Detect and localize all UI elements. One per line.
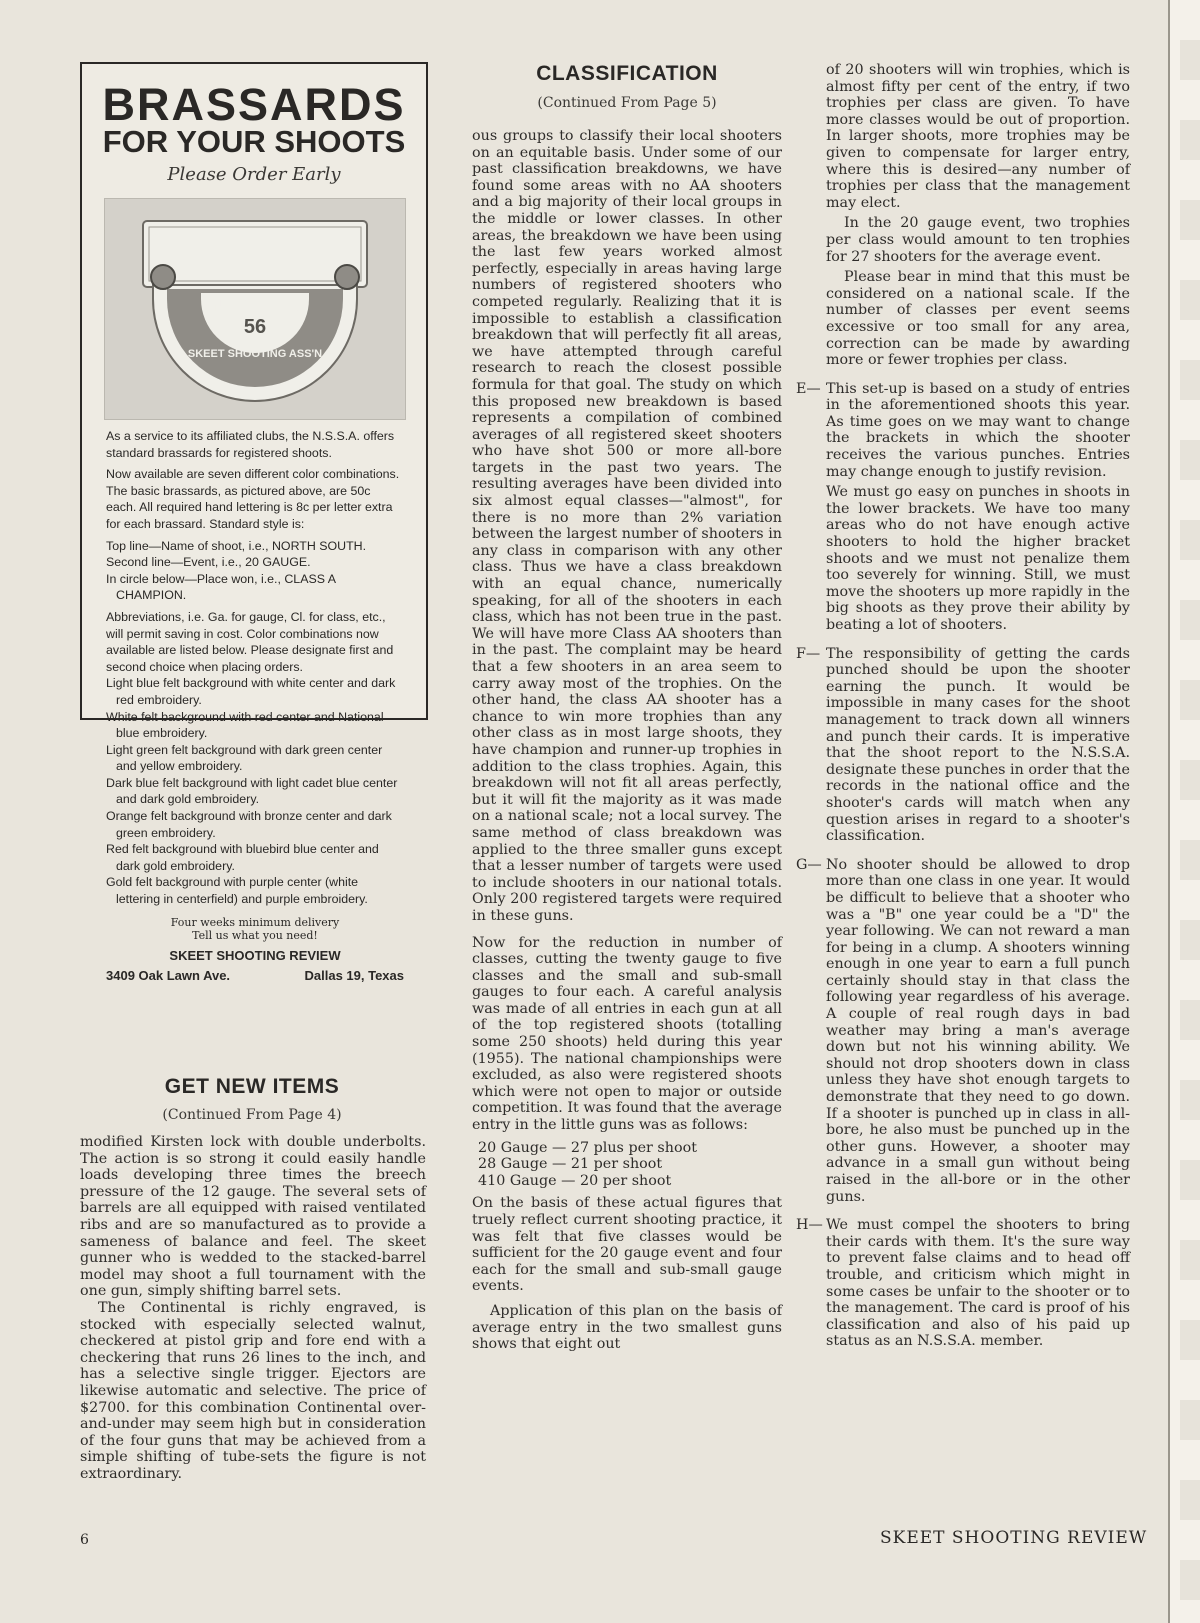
rule-label: E—	[796, 380, 821, 397]
ad-color-option: Gold felt background with purple center (white lettering in centerfield) and purple embroidery.	[106, 875, 368, 907]
ad-city: Dallas 19, Texas	[304, 968, 404, 984]
gauge-entry: 20 Gauge — 27 plus per shoot	[478, 1139, 697, 1156]
rule-item-e	[796, 381, 1130, 634]
rule-label: F—	[796, 645, 821, 662]
article-paragraph: The Continental is richly engraved, is stocked with especially selected walnut, checkered at pistol grip and fore end with a checkering that runs 26 lines to the inch, and has a selective single trigger. Ejectors are likewise automatic and selective. The price of $2700. for this combination Continental over-and-under may seem high but in consideration of the four guns that may be achieved from a simple shifting of tube-sets the figure is not extraordinary.	[80, 1299, 426, 1482]
brassards-ad	[80, 62, 428, 984]
brassard-illustration	[105, 199, 405, 419]
new-items-continued: (Continued From Page 4)	[162, 1107, 342, 1123]
gauge-entry: 28 Gauge — 21 per shoot	[478, 1156, 663, 1173]
article-paragraph: ous groups to classify their local shooters on an equitable basis. Under some of our past classification breakdowns, we have found some areas with no AA shooters and a big majority of their local groups in the middle or lower classes. In other areas, the breakdown we have been using the last few years worked almost perfectly, especially in areas having large numbers of registered shooters who competed regularly. Realizing that it is impossible to establish a classification breakdown that will perfectly fit all areas, we have attempted through careful research to reach the closest possible formula for that goal. The study on which this proposed new breakdown is based represents a compilation of combined averages of all registered skeet shooters who have shot 500 or more all-bore targets in the past two years. The resulting averages have been divided into six almost equal classes—"almost", for there is no more than 2% variation between the largest number of shooters in any class in comparison with any other class. Thus we have a class breakdown with an equal chance, numerically speaking, for all of the shooters in each class, which has not been true in the past. We will have more Class AA shooters than in the past. The complaint may be heard that a few shooters in an area seem to carry away most of the trophies. On the other hand, the class AA shooter has a chance to win more trophies than any other class as in most large shoots, they have champion and runner-up trophies in addition to the class trophies. Again, this breakdown will not fit all areas perfectly, but it will fit the majority as it was made on a national scale; not a local survey. The same method of class breakdown was applied to the three smaller guns except that a lesser number of targets were used to include shooters in our national totals. Only 200 registered targets were required in these guns.	[472, 128, 782, 924]
article-paragraph: of 20 shooters will win trophies, which is almost fifty per cent of the entry, if two trophies per class are given. To have more classes would be out of proportion. In larger shoots, more trophies may be given to compensate for larger entry, where this is desired—any number of trophies per class that the management may elect.	[826, 62, 1130, 211]
ad-color-option: Orange felt background with bronze center and dark green embroidery.	[106, 809, 392, 840]
ad-color-option: Dark blue felt background with light cadet blue center and dark gold embroidery.	[106, 775, 398, 807]
ad-color-option: White felt background with red center and National blue embroidery.	[106, 709, 384, 741]
rule-paragraph: The responsibility of getting the cards punched should be upon the shooter earning the punch. It would be impossible in many cases for the shoot management to track down all winners and punch their cards. It is imperative that the shoot report to the N.S.S.A. designate these punches in order that the records in the national office and the shooter's cards will match when any question arises in regard to a shooter's classification.	[826, 645, 1130, 845]
ad-street: 3409 Oak Lawn Ave.	[106, 968, 231, 984]
article-paragraph: Application of this plan on the basis of average entry in the two smallest guns shows that eight out	[472, 1302, 782, 1353]
rule-paragraph: We must compel the shooters to bring their cards with them. It's the sure way to prevent false claims and to head off trouble, and criticism which might in some cases be unfair to the shooter or to the management. The card is proof of his classification and also of his paid up status as an N.S.S.A. member.	[826, 1217, 1130, 1350]
rule-paragraph: No shooter should be allowed to drop more than one class in one year. It would be difficult to believe that a shooter who was a "B" one year could be a "D" the year following. We can not reward a man for being in a clump. A shooters winning enough in one year to earn a full punch certainly should stay in that class the following year regardless of his average. A couple of real rough days in bad weather may bring a man's average down but not his winning ability. We should not drop shooters down in class unless they have shot enough targets to demonstrate that they need to go down. If a shooter is punched up in class in all-bore, he also must be punched up in the other guns. However, a shooter may advance in a small gun without being raised in the all-bore or in the other guns.	[826, 856, 1130, 1205]
ad-address	[106, 968, 404, 985]
classification-column-2	[796, 62, 1130, 1350]
ad-style-line: Top line—Name of shoot, i.e., NORTH SOUTH.	[106, 538, 367, 553]
rule-text	[826, 381, 1130, 634]
classification-intro	[796, 62, 1130, 369]
ad-body	[106, 428, 404, 985]
gauge-list	[478, 1140, 782, 1190]
classification-column-1	[472, 128, 782, 1353]
article-paragraph: modified Kirsten lock with double underbolts. The action is so strong it could easily handle loads developing three times the breech pressure of the 12 gauge. The several sets of barrels are all equipped with raised ventilated ribs and are so manufactured as to provide a sameness of balance and feel. The skeet gunner who is wedded to the stacked-barrel model may shoot a full tournament with the one gun, simply shifting barrel sets.	[80, 1134, 426, 1300]
new-items-heading: GET NEW ITEMS	[164, 1075, 340, 1098]
ad-tagline: Please Order Early	[167, 164, 341, 185]
article-paragraph: In the 20 gauge event, two trophies per class would amount to ten trophies for 27 shooters for the average event.	[826, 215, 1130, 265]
classification-heading: CLASSIFICATION	[536, 62, 718, 85]
adjacent-page-strip	[1180, 0, 1200, 1623]
ad-publisher: SKEET SHOOTING REVIEW	[169, 947, 341, 963]
ad-pricing: Now available are seven different color combinations. The basic brassards, as pictured above, are 50c each. All required hand lettering is 8c per letter extra for each brassard. Standard style is:	[106, 467, 400, 531]
patch-year-text: 56	[243, 316, 267, 338]
patch-bottom-text: SKEET SHOOTING ASS'N	[187, 348, 323, 360]
rule-text	[826, 857, 1130, 1205]
ad-color-option: Light green felt background with dark green center and yellow embroidery.	[106, 742, 383, 774]
page-number: 6	[80, 1532, 89, 1548]
rule-item-g	[796, 857, 1130, 1205]
rule-label: H—	[796, 1217, 823, 1234]
ad-color-option: Red felt background with bluebird blue center and dark gold embroidery.	[106, 842, 379, 873]
new-items-column	[80, 1134, 426, 1482]
article-paragraph: Now for the reduction in number of classes, cutting the twenty gauge to five classes and the small and sub-small gauges to four each. A careful analysis was made of all entries in each gun at all of the top registered shoots (totalling some 250 shoots) held during this year (1955). The national championships were excluded, as also were registered shoots which were not open to major or outside competition. It was found that the average entry in the little guns was as follows:	[472, 934, 782, 1134]
article-paragraph: On the basis of these actual figures that truely reflect current shooting practice, it was felt that five classes would be sufficient for the 20 gauge event and four each for the small and sub-small gauge events.	[472, 1195, 782, 1295]
gauge-entry: 410 Gauge — 20 per shoot	[478, 1172, 672, 1189]
article-paragraph: Please bear in mind that this must be considered on a national scale. If the number of classes per event seems excessive or too small for any area, correction can be made by awarding more or fewer trophies per class.	[826, 269, 1130, 369]
ad-style-line: In circle below—Place won, i.e., CLASS A CHAMPION.	[106, 571, 336, 603]
rule-item-f	[796, 646, 1130, 845]
ad-style-line: Second line—Event, i.e., 20 GAUGE.	[106, 555, 311, 570]
ad-abbreviations: Abbreviations, i.e. Ga. for gauge, Cl. for class, etc., will permit saving in cost. Color combinations now available are listed below. Please designate first and second choice when placing orders.	[106, 609, 394, 674]
magazine-title: SKEET SHOOTING REVIEW	[880, 1528, 1148, 1548]
rule-paragraph: This set-up is based on a study of entries in the aforementioned shoots this year. As time goes on we may want to change the brackets in which the shooter receives the various punches. Entries may change enough to justify revision.	[826, 380, 1130, 480]
rule-item-h	[796, 1217, 1130, 1350]
rule-label: G—	[796, 856, 822, 873]
ad-subtitle: FOR YOUR SHOOTS	[102, 124, 406, 159]
ad-intro: As a service to its affiliated clubs, the N.S.S.A. offers standard brassards for registered shoots.	[106, 429, 395, 460]
rule-text	[826, 646, 1130, 845]
rule-text	[826, 1217, 1130, 1350]
brassard-photo	[104, 198, 406, 420]
ad-delivery	[106, 916, 404, 942]
ad-delivery-line: Tell us what you need!	[192, 928, 318, 942]
ad-title: BRASSARDS	[102, 79, 406, 130]
ad-color-option: Light blue felt background with white center and dark red embroidery.	[106, 676, 396, 707]
classification-continued: (Continued From Page 5)	[537, 95, 717, 111]
patch-top-text: NATIONAL	[211, 296, 299, 315]
ad-delivery-line: Four weeks minimum delivery	[170, 915, 340, 929]
rule-paragraph: We must go easy on punches in shoots in the lower brackets. We have too many areas who do not have enough active shooters to hold the higher bracket shoots and we must not penalize them too severely for winning. Still, we must move the shooters up more rapidly in the big shoots as they prove their ability by beating a lot of shooters.	[826, 484, 1130, 633]
